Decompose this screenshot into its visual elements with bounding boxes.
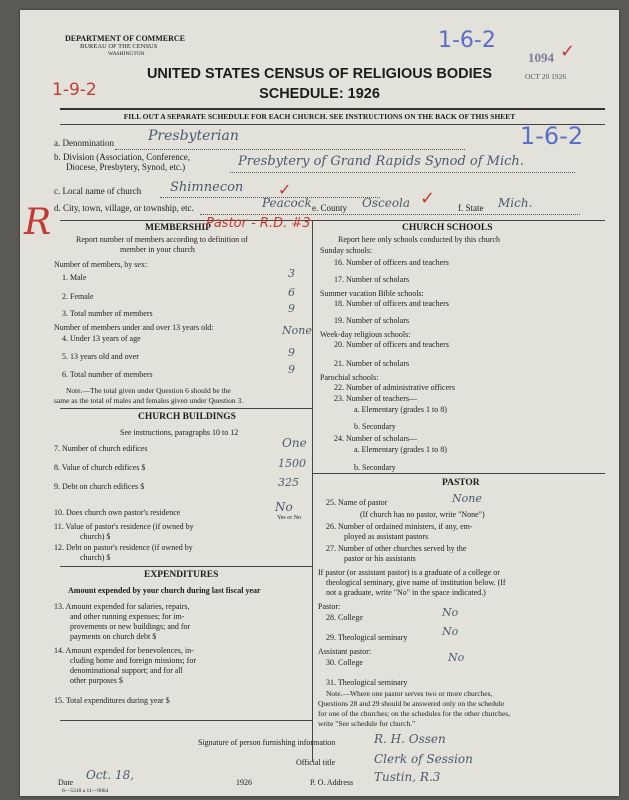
- division-value: Presbytery of Grand Rapids Synod of Mich.: [238, 154, 524, 169]
- division-label: b. Division (Association, Conference,: [54, 152, 190, 162]
- buildings-heading: CHURCH BUILDINGS: [138, 412, 236, 422]
- q23-label: 23. Number of teachers—: [334, 394, 418, 403]
- q22-label: 22. Number of administrative officers: [334, 383, 455, 392]
- membership-instr-2: member in your church: [120, 245, 195, 254]
- pastor-note-2: Questions 28 and 29 should be answered only on the schedule: [318, 699, 505, 708]
- q5-label: 5. 13 years old and over: [62, 352, 139, 361]
- membership-note-2: same as the total of males and females given under Question 3.: [54, 396, 244, 405]
- po-address-value: Tustin, R.3: [374, 770, 441, 784]
- q4-label: 4. Under 13 years of age: [62, 334, 141, 343]
- schools-instr: Report here only schools conducted by this church: [338, 235, 500, 244]
- q13-label-2: and other running expenses; for im-: [70, 612, 185, 621]
- city-value: Peacock: [262, 196, 312, 210]
- handwritten-code-top: 1-6-2: [438, 28, 496, 53]
- q10-label: 10. Does church own pastor's residence: [54, 508, 181, 517]
- red-check-local: ✓: [278, 180, 292, 199]
- red-letter-mark: R: [24, 202, 52, 243]
- pastor-grad-note-2: theological seminary, give name of institution below. (If: [326, 578, 506, 587]
- q15-label: 15. Total expenditures during year $: [54, 696, 170, 705]
- q10-value: No: [275, 500, 293, 514]
- q16-label: 16. Number of officers and teachers: [334, 258, 449, 267]
- q24b-label: b. Secondary: [354, 463, 396, 472]
- membership-annotation: Pastor - R.D. #3: [206, 216, 311, 231]
- q29-label: 29. Theological seminary: [326, 633, 408, 642]
- pastor-note-4: write "See schedule for church.": [318, 719, 416, 728]
- q23b-label: b. Secondary: [354, 422, 396, 431]
- q2-value: 6: [288, 286, 295, 299]
- q1-value: 3: [288, 267, 295, 280]
- handwritten-code-right: 1-6-2: [520, 122, 584, 150]
- q27-label-2: pastor or his assistants: [344, 554, 416, 563]
- denomination-label: a. Denomination: [54, 138, 114, 148]
- membership-note-1: Note.—The total given under Question 6 should be the: [66, 386, 231, 395]
- signature-label: Signature of person furnishing information: [198, 738, 336, 747]
- q14-label-4: other purposes $: [70, 676, 123, 685]
- q11-label-2: church) $: [80, 532, 111, 541]
- q18-label: 18. Number of officers and teachers: [334, 299, 449, 308]
- q11-label: 11. Value of pastor's residence (if owned by: [54, 522, 194, 531]
- state-label: f. State: [458, 203, 484, 213]
- instructions-line: FILL OUT A SEPARATE SCHEDULE FOR EACH CHURCH. SEE INSTRUCTIONS ON THE BACK OF THIS SHEET: [123, 112, 516, 121]
- denomination-value: Presbyterian: [148, 128, 239, 144]
- q13-label: 13. Amount expended for salaries, repairs,: [54, 602, 190, 611]
- q17-label: 17. Number of scholars: [334, 275, 410, 284]
- q8-value: 1500: [278, 457, 306, 470]
- local-name-label: c. Local name of church: [54, 186, 142, 196]
- print-code: 6—5318 a 11—9064: [62, 788, 109, 794]
- q30-label: 30. College: [326, 658, 363, 667]
- members-by-sex-label: Number of members, by sex:: [54, 260, 148, 269]
- q6-label: 6. Total number of members: [62, 370, 153, 379]
- date-value: Oct. 18,: [86, 768, 135, 782]
- q30-value: No: [448, 651, 465, 664]
- q25-value: None: [452, 492, 482, 505]
- weekday-schools-label: Week-day religious schools:: [320, 330, 411, 339]
- pastor-note-1: Note.—Where one pastor serves two or more churches,: [326, 689, 493, 698]
- q25-label: 25. Name of pastor: [326, 498, 388, 507]
- county-value: Osceola: [362, 196, 411, 210]
- po-address-label: P. O. Address: [310, 778, 354, 787]
- division-label-2: Diocese, Presbytery, Synod, etc.): [66, 162, 186, 172]
- pastor-note-3: for one of the churches; on the schedules for the other churches,: [318, 709, 511, 718]
- q5-value: 9: [288, 346, 295, 359]
- expenditures-instr: Amount expended by your church during last fiscal year: [68, 586, 261, 595]
- census-form: [20, 10, 619, 796]
- q2-label: 2. Female: [62, 292, 94, 301]
- q14-label-3: denominational support; and for all: [70, 666, 183, 675]
- q9-label: 9. Debt on church edifices $: [54, 482, 145, 491]
- q28-value: No: [442, 606, 459, 619]
- members-13-label: Number of members under and over 13 years old:: [54, 323, 214, 332]
- city-label: d. City, town, village, or township, etc.: [54, 203, 194, 213]
- state-value: Mich.: [498, 196, 533, 210]
- q7-label: 7. Number of church edifices: [54, 444, 148, 453]
- signature-value: R. H. Ossen: [374, 732, 446, 746]
- q9-value: 325: [278, 476, 299, 489]
- expenditures-heading: EXPENDITURES: [144, 570, 219, 580]
- schools-heading: CHURCH SCHOOLS: [402, 223, 493, 233]
- pastor-grad-note-1: If pastor (or assistant pastor) is a graduate of a college or: [318, 568, 500, 577]
- q3-label: 3. Total number of members: [62, 309, 153, 318]
- membership-heading: MEMBERSHIP: [145, 223, 211, 233]
- red-check-county: ✓: [420, 188, 436, 209]
- yes-or-no-caption: Yes or No: [277, 515, 302, 521]
- q25-note: (If church has no pastor, write "None"): [360, 510, 485, 519]
- q13-label-3: provements or new buildings; and for: [70, 622, 191, 631]
- official-title-value: Clerk of Session: [374, 752, 473, 766]
- pastor-grad-note-3: not a graduate, write "No" in the space indicated.): [326, 588, 486, 597]
- handwritten-code-left: 1-9-2: [52, 80, 97, 100]
- q3-value: 9: [288, 302, 295, 315]
- bureau-line: BUREAU OF THE CENSUS: [80, 43, 158, 50]
- q24a-label: a. Elementary (grades 1 to 8): [354, 445, 447, 454]
- membership-instr-1: Report number of members according to definition of: [76, 235, 248, 244]
- buildings-instr: See instructions, paragraphs 10 to 12: [120, 428, 239, 437]
- official-title-label: Official title: [296, 758, 336, 767]
- city-line: WASHINGTON: [108, 51, 145, 57]
- q28-label: 28. College: [326, 613, 363, 622]
- q31-label: 31. Theological seminary: [326, 678, 408, 687]
- q23a-label: a. Elementary (grades 1 to 8): [354, 405, 447, 414]
- department-line: DEPARTMENT OF COMMERCE: [65, 34, 186, 43]
- summer-schools-label: Summer vacation Bible schools:: [320, 289, 424, 298]
- assistant-pastor-label: Assistant pastor:: [318, 647, 372, 656]
- q12-label: 12. Debt on pastor's residence (if owned by: [54, 543, 193, 552]
- q7-value: One: [282, 436, 307, 450]
- q19-label: 19. Number of scholars: [334, 316, 410, 325]
- parochial-schools-label: Parochial schools:: [320, 373, 379, 382]
- q13-label-4: payments on church debt $: [70, 632, 157, 641]
- q6-value: 9: [288, 363, 295, 376]
- form-number: 1094: [528, 50, 554, 65]
- county-label: e. County: [312, 203, 347, 213]
- q27-label: 27. Number of other churches served by the: [326, 544, 467, 553]
- sunday-schools-label: Sunday schools:: [320, 246, 373, 255]
- q20-label: 20. Number of officers and teachers: [334, 340, 449, 349]
- q26-label-2: ployed as assistant pastors: [344, 532, 429, 541]
- local-name-value: Shimnecon: [170, 180, 244, 195]
- q8-label: 8. Value of church edifices $: [54, 463, 146, 472]
- date-stamp: OCT 20 1926: [525, 72, 567, 81]
- red-check-mark: ✓: [560, 41, 576, 62]
- form-title: UNITED STATES CENSUS OF RELIGIOUS BODIES: [146, 66, 493, 82]
- date-label: Date: [58, 778, 74, 787]
- q14-label-2: cluding home and foreign missions; for: [70, 656, 196, 665]
- q4-value: None: [282, 324, 312, 337]
- q26-label: 26. Number of ordained ministers, if any, em-: [326, 522, 473, 531]
- q29-value: No: [442, 625, 459, 638]
- q24-label: 24. Number of scholars—: [334, 434, 418, 443]
- q21-label: 21. Number of scholars: [334, 359, 410, 368]
- q1-label: 1. Male: [62, 273, 87, 282]
- year-label: 1926: [236, 778, 252, 787]
- q14-label: 14. Amount expended for benevolences, in-: [54, 646, 194, 655]
- schedule-title: SCHEDULE: 1926: [259, 86, 380, 102]
- q12-label-2: church) $: [80, 553, 111, 562]
- pastor-sublabel: Pastor:: [318, 602, 341, 611]
- pastor-heading: PASTOR: [442, 478, 480, 488]
